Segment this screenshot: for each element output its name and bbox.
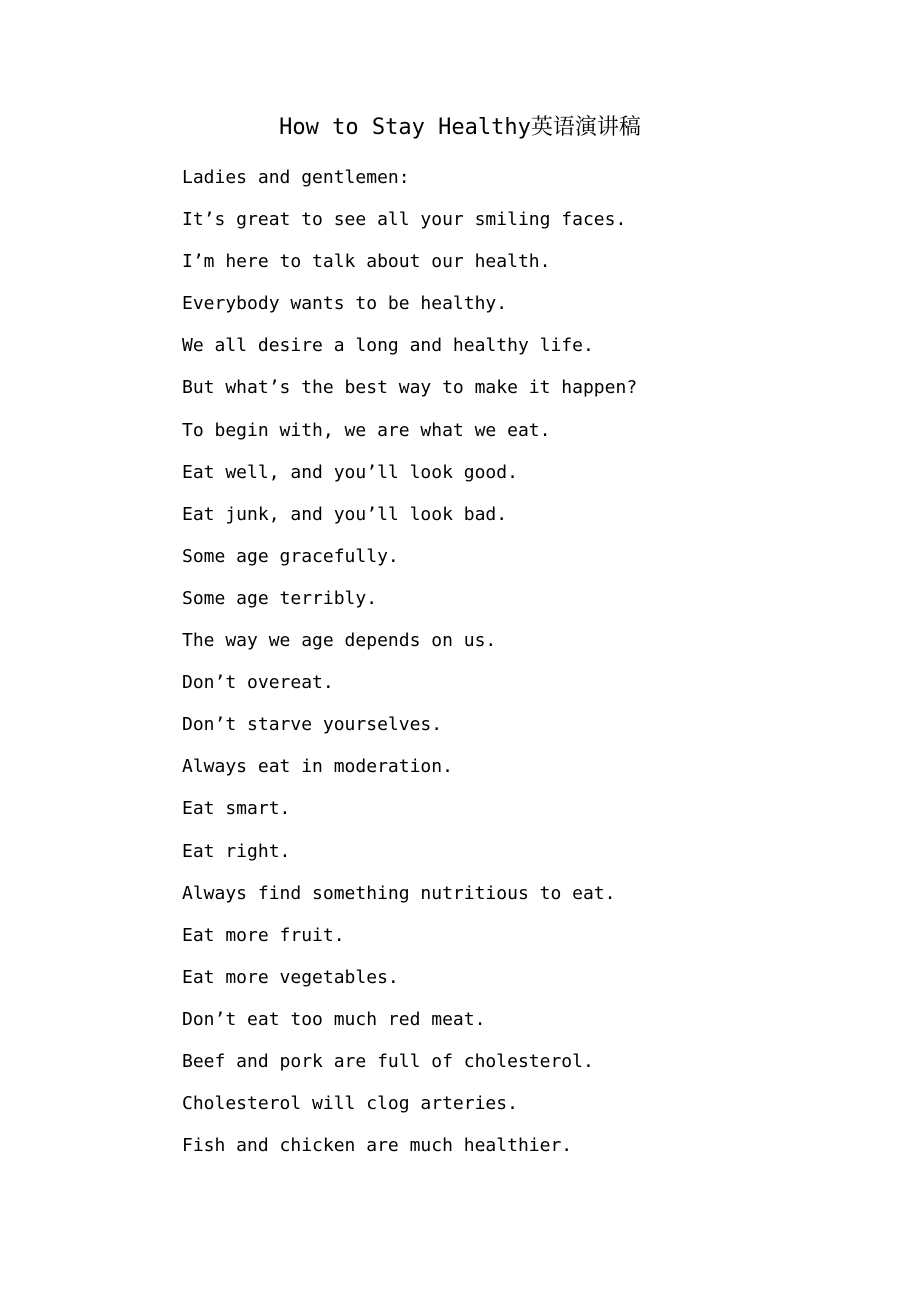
speech-line: Eat junk, and you’ll look bad.: [182, 503, 508, 525]
speech-line: We all desire a long and healthy life.: [182, 335, 594, 357]
speech-line: Beef and pork are full of cholesterol.: [182, 1050, 594, 1072]
speech-line: I’m here to talk about our health.: [182, 251, 551, 273]
speech-line: Cholesterol will clog arteries.: [182, 1093, 518, 1115]
speech-line: Eat more fruit.: [182, 924, 345, 946]
speech-line: It’s great to see all your smiling faces.: [182, 209, 627, 231]
speech-line: But what’s the best way to make it happen?: [182, 377, 638, 399]
speech-line: Fish and chicken are much healthier.: [182, 1135, 573, 1157]
speech-line: Don’t overeat.: [182, 672, 334, 694]
speech-line: Eat smart.: [182, 798, 291, 820]
speech-line: Eat more vegetables.: [182, 966, 399, 988]
speech-line: Ladies and gentlemen:: [182, 167, 410, 188]
speech-line: Don’t starve yourselves.: [182, 714, 443, 736]
speech-line: Some age terribly.: [182, 587, 378, 609]
speech-line: Don’t eat too much red meat.: [182, 1008, 486, 1030]
speech-line: Always find something nutritious to eat.: [182, 882, 616, 904]
speech-line: Some age gracefully.: [182, 545, 399, 567]
speech-line: The way we age depends on us.: [182, 630, 497, 652]
speech-line: Eat right.: [182, 840, 291, 862]
speech-line: To begin with, we are what we eat.: [182, 419, 551, 441]
speech-line: Everybody wants to be healthy.: [182, 293, 508, 315]
document-title: How to Stay Healthy英语演讲稿: [279, 115, 641, 140]
speech-line: Eat well, and you’ll look good.: [182, 461, 518, 483]
speech-body: [182, 162, 882, 1172]
speech-line: Always eat in moderation.: [182, 756, 453, 778]
